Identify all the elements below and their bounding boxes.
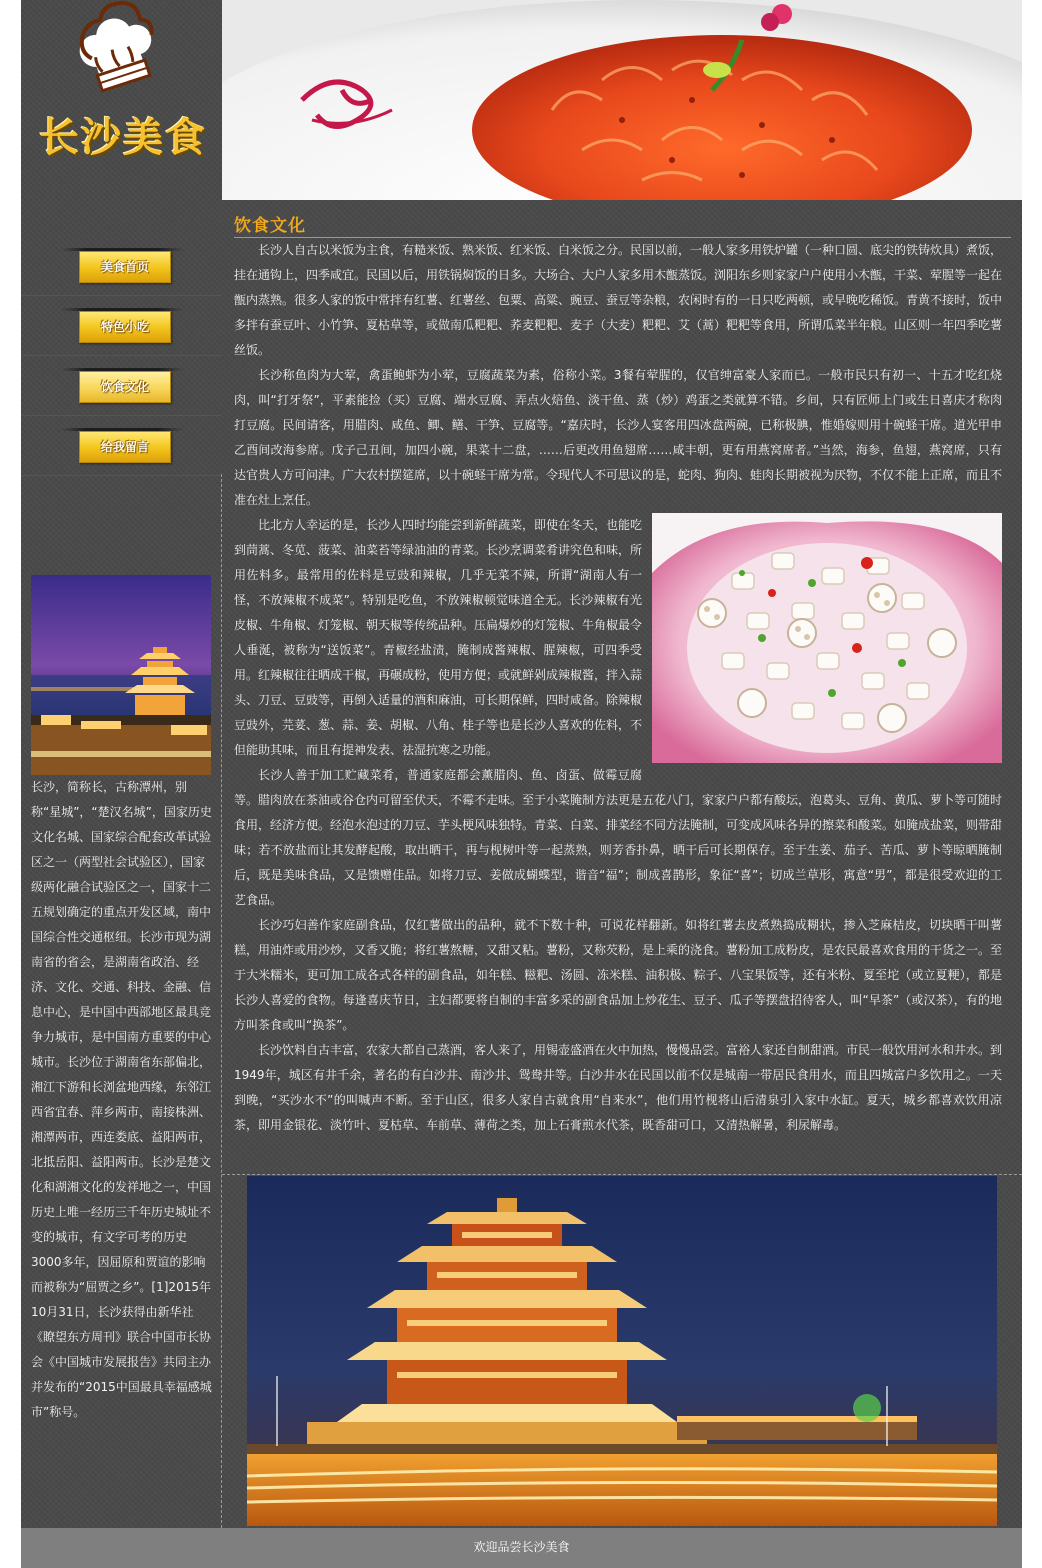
nav-message-button[interactable]: 给我留言 bbox=[79, 431, 171, 463]
sidebar-photo bbox=[31, 575, 211, 775]
logo-text: 长沙美食 bbox=[39, 115, 207, 161]
page bbox=[21, 0, 1022, 1568]
nav-home-button[interactable]: 美食首页 bbox=[79, 251, 171, 283]
spicy-shrimp-dish-photo-icon bbox=[222, 0, 1022, 200]
nav-snacks-button[interactable]: 特色小吃 bbox=[79, 311, 171, 343]
column-divider bbox=[221, 474, 222, 1528]
inline-photo bbox=[652, 513, 1002, 763]
content-divider bbox=[222, 1174, 1022, 1175]
nav-row-snacks bbox=[21, 296, 221, 356]
article-paragraph: 长沙饮料自古丰富，农家大都自己蒸酒，客人来了，用锡壶盛酒在火中加热，慢慢品尝。富裕人家还自制甜酒。市民一般饮用河水和井水。到1949年，城区有井千余，著名的有白沙井、南沙井、鸳鸯井等。白沙井水在民国以前不仅是城南一带居民食用水，而且四城富户多饮用之。一天到晚，“买沙水不”的叫喊声不断。至于山区，很多人家自古就食用“自来水”，他们用竹枧将山后清泉引入家中水缸。夏天，城乡都喜欢饮用凉茶，即用金银花、淡竹叶、夏枯草、车前草、薄荷之类，加上石膏煎水代茶，既香甜可口，又清热解暑，利尿解毒。 bbox=[234, 1043, 1003, 1132]
article-body bbox=[234, 238, 1002, 1138]
article-paragraph: 长沙人善于加工贮藏菜肴，普通家庭都会薰腊肉、鱼、卤蛋、做霉豆腐等。腊肉放在茶油或谷仓内可留至伏天，不霉不走味。至于小菜腌制方法更是五花八门，家家户户都有酸坛，泡葛头、豆角、黄瓜、萝卜等可随时食用，经济方便。经泡水泡过的刀豆、芋头梗风味独特。青菜、白菜、排菜经不同方法腌制，可变成风味各异的擦菜和酸菜。如腌成盐菜，则带甜味；若不放盐而让其发酵起酸，取出晒干，再与枧树叶等一起蒸熟，则芳香扑鼻，晒干后可长期保存。至于生姜、茄子、苦瓜、萝卜等晾晒腌制后，既是美味食品，又是馈赠佳品。如将刀豆、姜做成蝴蝶型，谐音“福”；制成喜鹊形，象征“喜”；切成兰草形，寓意“男”，都是很受欢迎的工艺食品。 bbox=[234, 768, 1003, 907]
tianxin-pavilion-night-photo-icon bbox=[247, 1176, 997, 1526]
tianxin-pavilion-night-photo-icon bbox=[31, 575, 211, 775]
chef-hat-icon bbox=[21, 0, 221, 200]
article-paragraph: 长沙人自古以米饭为主食，有糙米饭、熟米饭、红米饭、白米饭之分。民国以前，一般人家多用铁炉罐（一种口圆、底尖的铁铸炊具）煮饭，挂在通钩上，四季咸宜。民国以后，用铁锅焖饭的日多。大场合、大户人家多用木甑蒸饭。浏阳东乡则家家户户使用小木甑，干菜、荤腥等一起在甑内蒸熟。很多人家的饭中常拌有红薯、红薯丝、包粟、高粱、豌豆、蚕豆等杂粮，农闲时有的一日只吃两顿，或早晚吃稀饭。青黄不接时，饭中多拌有蚕豆叶、小竹笋、夏枯草等，或做南瓜粑粑、荞麦粑粑、麦子（大麦）粑粑、艾（蒿）粑粑等食用，所谓瓜菜半年粮。山区则一年四季吃薯丝饭。 bbox=[234, 243, 1003, 357]
nav-row-message bbox=[21, 416, 221, 476]
city-intro: 长沙，简称长，古称潭州，别称“星城”，“楚汉名城”，国家历史文化名城、国家综合配套改革试验区之一（两型社会试验区），国家级两化融合试验区之一，国家十二五规划确定的重点开发区域，南中国综合性交通枢纽。长沙市现为湖南省的省会，是湖南省政治、经济、文化、交通、科技、金融、信息中心，是中国中西部地区最具竞争力城市，是中国南方重要的中心城市。长沙位于湖南省东部偏北，湘江下游和长浏盆地西缘，东邻江西省宜春、萍乡两市，南接株洲、湘潭两市，西连娄底、益阳两市，北抵岳阳、益阳两市。长沙是楚文化和湖湘文化的发祥地之一，中国历史上唯一经历三千年历史城址不变的城市，有文字可考的历史3000多年，因屈原和贾谊的影响而被称为“屈贾之乡”。[1]2015年10月31日，长沙获得由新华社《瞭望东方周刊》联合中国市长协会《中国城市发展报告》共同主办并发布的“2015中国最具幸福感城市”称号。 bbox=[31, 780, 212, 1419]
nav-culture-button[interactable]: 饮食文化 bbox=[79, 371, 171, 403]
sidebar-nav bbox=[21, 236, 221, 476]
nav-row-home bbox=[21, 236, 221, 296]
article-paragraph: 长沙巧妇善作家庭副食品，仅红薯做出的品种，就不下数十种，可说花样翻新。如将红薯去皮煮熟捣成糊状，掺入芝麻桔皮，切块晒干叫薯糕，用油炸或用沙炒，又香又脆；将红薯熬糖，又甜又粘。薯粉，又称芡粉，是上乘的浇食。薯粉加工成粉皮，是农民最喜欢食用的干货之一。至于大米糯米，更可加工成各式各样的副食品，如年糕、糍粑、汤圆、冻米糕、油积极、粽子、八宝果饭等，还有米粉、夏至坨（或立夏粳），都是长沙人喜爱的食物。每逢喜庆节日，主妇都要将自制的丰富多采的副食品加上炒花生、豆子、瓜子等摆盘招待客人，叫“早茶”（或汉茶），有的地方叫茶食或叫“换茶”。 bbox=[234, 918, 1003, 1032]
site-logo[interactable] bbox=[21, 0, 221, 200]
article-paragraph: 比北方人幸运的是，长沙人四时均能尝到新鲜蔬菜，即使在冬天，也能吃到茼蒿、冬苋、菠菜、油菜苔等绿油油的青菜。长沙烹调菜肴讲究色和味，所用佐料多。最常用的佐料是豆豉和辣椒，几乎无菜不辣，所谓“湖南人有一怪，不放辣椒不成菜”。特别是吃鱼，不放辣椒顿觉味道全无。长沙辣椒有光皮椒、牛角椒、灯笼椒、朝天椒等传统品种。压扁爆炒的灯笼椒、牛角椒最令人垂涎，被称为“送饭菜”。青椒经盐渍，腌制成酱辣椒、腥辣椒，可四季受用。红辣椒往往晒成干椒，再碾成粉，使用方便；或就鲜剁成辣椒酱，拌入蒜头、刀豆、豆豉等，再倒入适量的酒和麻油，可长期保鲜，四时咸备。除辣椒豆豉外，芫荽、葱、蒜、姜、胡椒、八角、桂子等也是长沙人喜欢的佐料，不但能助其味，而且有提神发表、祛湿抗寒之功能。 bbox=[234, 518, 643, 757]
nav-row-culture bbox=[21, 356, 221, 416]
bottom-photo bbox=[247, 1176, 997, 1526]
article-paragraph: 长沙称鱼肉为大荤，禽蛋鲍虾为小荤，豆腐蔬菜为素，俗称小菜。3餐有荤腥的，仅官绅富豪人家而已。一般市民只有初一、十五才吃红烧肉，叫“打牙祭”，平素能捡（买）豆腐、端水豆腐、弄点火焙鱼、淡干鱼、蒸（炒）鸡蛋之类就算不错。乡间，只有匠师上门或生日喜庆才称肉打豆腐。民间请客，用腊肉、咸鱼、鲫、鳝、干笋、豆腐等。“嘉庆时，长沙人宴客用四冰盘两碗，已称极腆，惟婚嫁则用十碗蛏干席。道光甲申乙酉间改海参席。戊子己丑间，加四小碗，果菜十二盘，……后更改用鱼翅席……咸丰朝，更有用燕窝席者。”当然，海参，鱼翅，燕窝席，只有达官贵人方可问津。广大农村摆筵席，以十碗蛏干席为常。令现代人不可思议的是，蛇肉、狗肉、蛙肉长期被视为厌物，不仅不能上正席，而且不准在灶上烹任。 bbox=[234, 368, 1003, 507]
footer: 欢迎品尝长沙美食 bbox=[21, 1528, 1022, 1568]
lotus-root-dish-photo-icon bbox=[652, 513, 1002, 763]
section-title: 饮食文化 bbox=[234, 211, 1011, 238]
banner-photo bbox=[222, 0, 1022, 200]
